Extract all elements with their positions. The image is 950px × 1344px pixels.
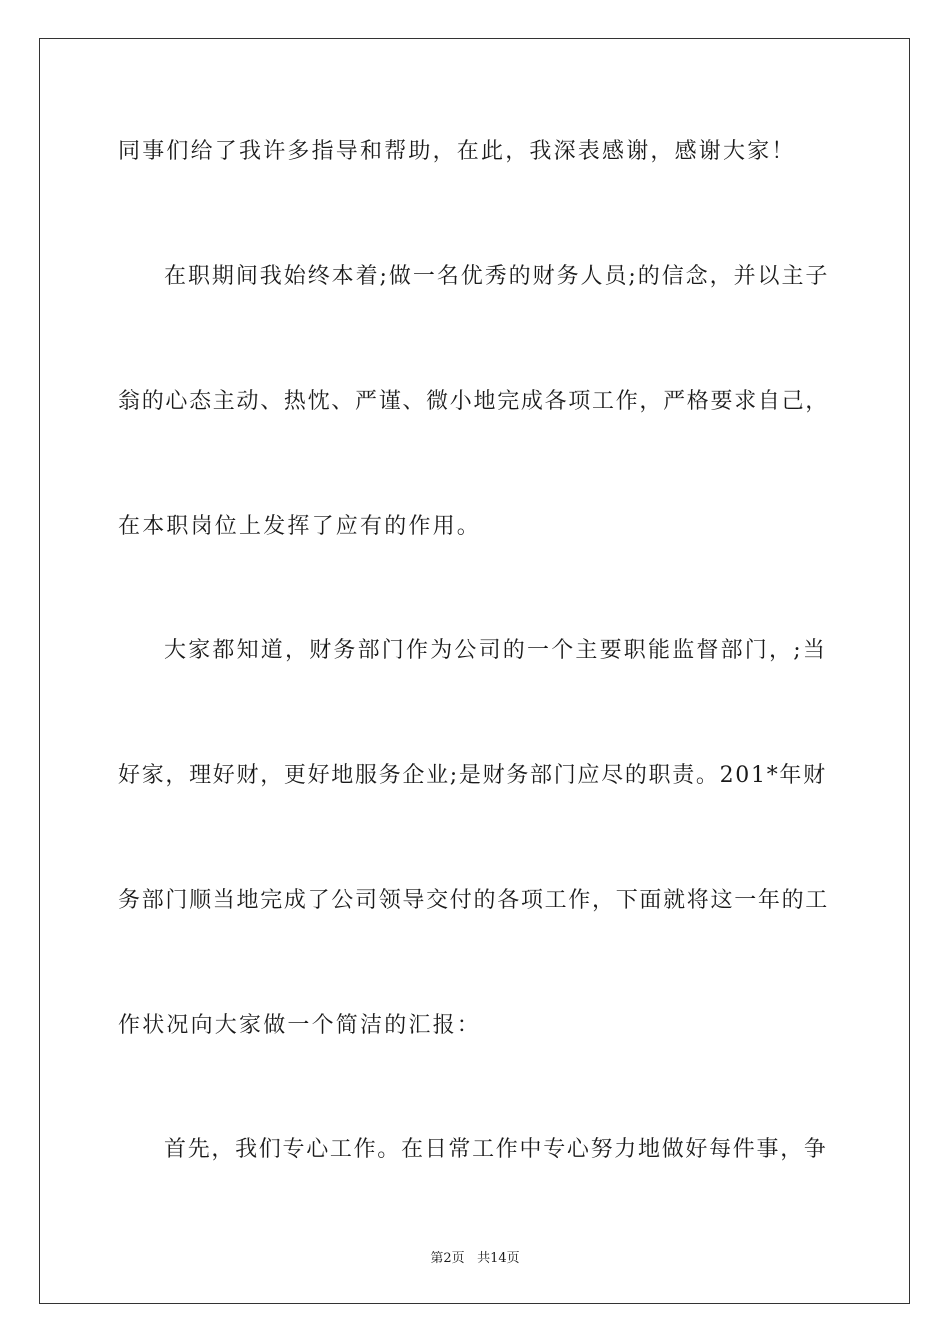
text-line-5: 大家都知道，财务部门作为公司的一个主要职能监督部门，;当 [164,638,828,663]
page-total: 共14页 [477,1251,520,1266]
page-border [39,38,910,1304]
text-line-2: 在职期间我始终本着;做一名优秀的财务人员;的信念，并以主子 [164,264,830,289]
text-line-4: 在本职岗位上发挥了应有的作用。 [118,514,482,539]
page-footer [0,1247,950,1266]
text-line-1: 同事们给了我许多指导和帮助，在此，我深表感谢，感谢大家！ [118,139,796,164]
text-line-8: 作状况向大家做一个简洁的汇报： [118,1013,482,1038]
text-line-6: 好家，理好财，更好地服务企业;是财务部门应尽的职责。201*年财 [118,763,827,788]
text-line-9: 首先，我们专心工作。在日常工作中专心努力地做好每件事，争 [164,1137,828,1162]
page-number: 第2页 [430,1251,465,1266]
text-line-3: 翁的心态主动、热忱、严谨、微小地完成各项工作，严格要求自己， [118,389,830,414]
text-line-7: 务部门顺当地完成了公司领导交付的各项工作，下面就将这一年的工 [118,888,830,913]
